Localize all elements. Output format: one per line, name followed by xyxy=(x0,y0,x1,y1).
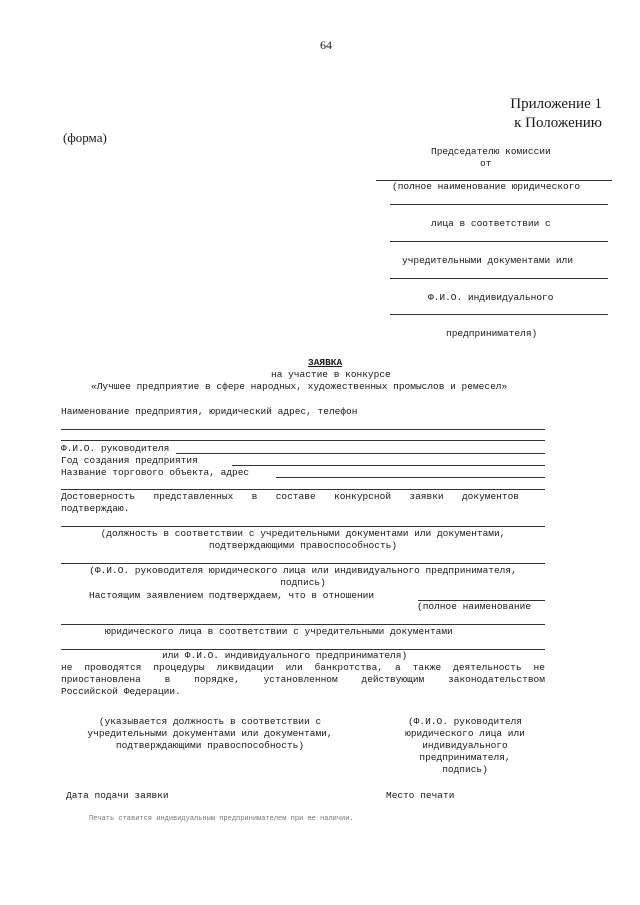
body-word: проводятся xyxy=(84,662,142,673)
appendix-title: Приложение 1 xyxy=(510,96,602,112)
body-word: или xyxy=(285,662,303,673)
director-label: Ф.И.О. руководителя xyxy=(61,443,170,454)
statement-body-2 xyxy=(61,674,545,686)
body-word: не xyxy=(533,662,545,673)
body-word: установленном xyxy=(263,674,338,685)
addressee-hint-2: лица в соответствии с xyxy=(431,218,551,229)
confirm-word: документов xyxy=(461,491,519,502)
body-word: законодательством xyxy=(448,674,545,685)
signature-right-2: юридического лица или xyxy=(405,728,525,739)
name-hint-1: (Ф.И.О. руководителя юридического лица или индивидуального предпринимателя, xyxy=(89,565,517,576)
store-label: Название торгового объекта, адрес xyxy=(61,467,250,478)
body-word: в xyxy=(164,674,171,685)
confirm-line-1 xyxy=(61,491,519,503)
signature-left-1: (указывается должность в соответствии с xyxy=(98,716,322,727)
signature-right-5: подпись) xyxy=(442,764,488,775)
addressee-rule-4 xyxy=(390,278,608,279)
confirm-line-2: подтверждаю. xyxy=(61,503,130,514)
body-word: процедуры xyxy=(153,662,205,673)
name-hint-2: подпись) xyxy=(280,577,326,588)
confirm-word: представленных xyxy=(153,491,234,502)
signature-right-3: индивидуального xyxy=(422,740,508,751)
body-word: порядке, xyxy=(194,674,240,685)
company-rule-1 xyxy=(61,429,545,430)
contest-name: «Лучшее предприятие в сфере народных, художественных промыслов и ремесел» xyxy=(91,381,508,392)
position-hint-1: (должность в соответствии с учредительными документами или документами, xyxy=(100,528,506,539)
addressee-hint-4: Ф.И.О. индивидуального xyxy=(428,292,554,303)
store-rule-2 xyxy=(61,489,545,490)
position-rule xyxy=(61,526,545,527)
company-rule-2 xyxy=(61,440,545,441)
statement-hint-1: (полное наименование xyxy=(417,601,532,612)
name-rule xyxy=(61,563,545,564)
addressee-hint-5: предпринимателя) xyxy=(446,328,538,339)
signature-right-1: (Ф.И.О. руководителя xyxy=(407,716,523,727)
addressee-hint-3: учредительными документами или xyxy=(402,255,574,266)
addressee-hint-1: (полное наименование юридического xyxy=(392,181,581,192)
statement-rule-2 xyxy=(61,624,545,625)
signature-right-4: предпринимателя, xyxy=(419,752,511,763)
company-label: Наименование предприятия, юридический адрес, телефон xyxy=(61,406,358,417)
signature-left-2: учредительными документами или документами, xyxy=(87,728,333,739)
director-rule xyxy=(176,453,545,454)
confirm-word: составе xyxy=(275,491,316,502)
addressee-line2: от xyxy=(480,158,492,169)
footer-note: Печать ставится индивидуальным предпринимателем при ее наличии. xyxy=(89,815,354,823)
appendix-subtitle: к Положению xyxy=(514,115,602,131)
confirm-word: в xyxy=(251,491,258,502)
statement-line-1: Настоящим заявлением подтверждаем, что в отношении xyxy=(89,590,375,601)
confirm-word: заявки xyxy=(409,491,444,502)
statement-body-3: Российской Федерации. xyxy=(61,686,181,697)
year-rule xyxy=(232,465,545,466)
addressee-line1: Председателю комиссии xyxy=(431,146,551,157)
seal-label: Место печати xyxy=(386,790,455,801)
confirm-word: Достоверность xyxy=(61,491,136,502)
page-number: 64 xyxy=(320,38,332,52)
addressee-rule-3 xyxy=(390,241,608,242)
application-heading: ЗАЯВКА xyxy=(308,357,343,368)
addressee-rule-2 xyxy=(390,204,608,205)
date-label: Дата подачи заявки xyxy=(66,790,169,801)
application-subtitle: на участие в конкурсе xyxy=(271,369,391,380)
body-word: банкротства, xyxy=(314,662,384,673)
statement-hint-2: юридического лица в соответствии с учредительными документами xyxy=(105,626,453,637)
confirm-word: конкурсной xyxy=(334,491,392,502)
body-word: действующим xyxy=(361,674,425,685)
form-label: (форма) xyxy=(63,130,107,145)
year-label: Год создания предприятия xyxy=(61,455,198,466)
signature-left-3: подтверждающими правоспособность) xyxy=(115,740,305,751)
statement-body-1 xyxy=(61,662,545,674)
body-word: а xyxy=(395,662,401,673)
body-word: приостановлена xyxy=(61,674,141,685)
addressee-rule-5 xyxy=(390,314,608,315)
body-word: не xyxy=(61,662,73,673)
body-word: ликвидации xyxy=(216,662,274,673)
statement-hint-3: или Ф.И.О. индивидуального предпринимателя) xyxy=(162,650,408,661)
body-word: также xyxy=(412,662,442,673)
body-word: деятельность xyxy=(453,662,522,673)
position-hint-2: подтверждающими правоспособность) xyxy=(208,540,398,551)
store-rule-1 xyxy=(276,477,545,478)
